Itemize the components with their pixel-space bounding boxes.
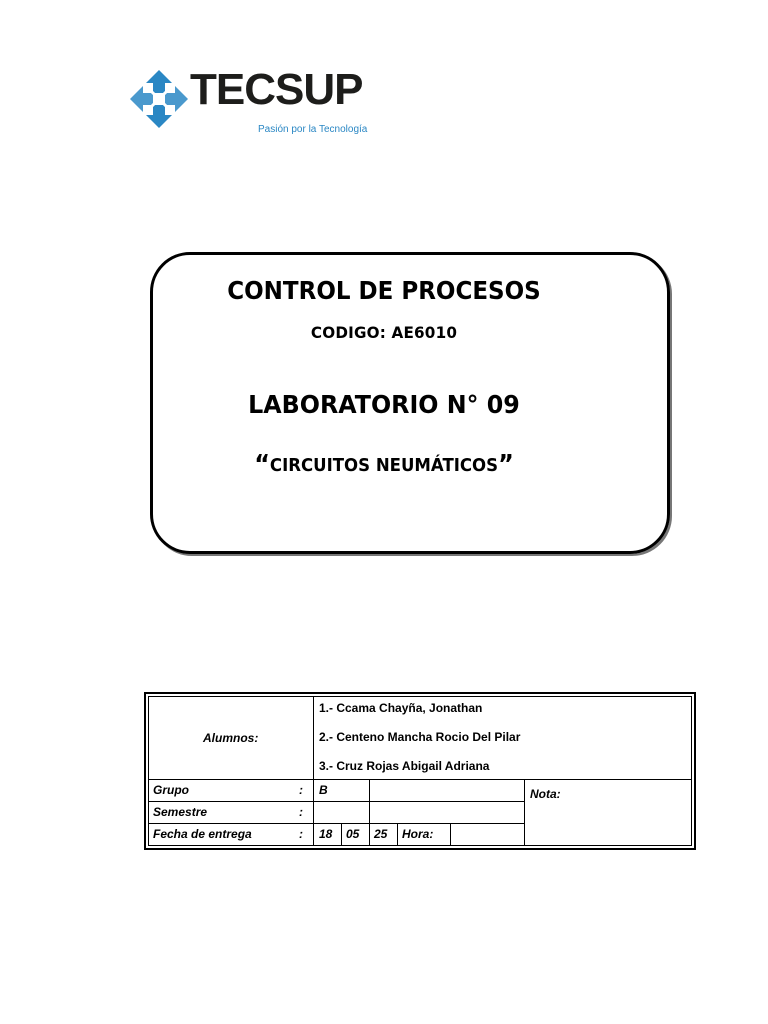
students-label: Alumnos: [203, 731, 259, 745]
semester-label: Semestre [153, 805, 208, 819]
logo-tagline-part-a: Pasión por la [258, 124, 317, 135]
course-title: CONTROL DE PROCESOS [227, 276, 541, 305]
student-3: 3.- Cruz Rojas Abigail Adriana [319, 759, 490, 773]
date-month: 05 [346, 827, 360, 841]
logo-tagline-part-b: Tecnología [318, 124, 368, 135]
row-divider [149, 823, 524, 824]
row-divider [149, 779, 691, 780]
lab-number: LABORATORIO N° 09 [248, 390, 520, 419]
col-divider [524, 779, 525, 845]
group-label: Grupo [153, 783, 189, 797]
group-colon: : [299, 783, 303, 797]
col-divider [341, 823, 342, 845]
logo-wordmark: TECSUP [190, 65, 363, 114]
close-quote: ” [498, 450, 514, 480]
course-code: CODIGO: AE6010 [310, 323, 458, 342]
time-label: Hora: [402, 827, 434, 841]
col-divider [397, 823, 398, 845]
date-day: 18 [319, 827, 333, 841]
col-divider [313, 697, 314, 845]
student-info-table [144, 692, 696, 850]
date-year: 25 [374, 827, 388, 841]
open-quote: “ [254, 450, 270, 480]
grade-label: Nota: [530, 787, 561, 801]
lab-topic [31, 450, 738, 480]
semester-colon: : [299, 805, 303, 819]
group-value: B [319, 783, 328, 797]
tecsup-arrows-logo-icon [128, 68, 190, 130]
student-1: 1.- Ccama Chayña, Jonathan [319, 701, 483, 715]
student-2: 2.- Centeno Mancha Rocio Del Pilar [319, 730, 521, 744]
date-colon: : [299, 827, 303, 841]
date-label: Fecha de entrega [153, 827, 252, 841]
logo-tagline [258, 124, 367, 135]
tecsup-logo [128, 66, 378, 138]
col-divider [369, 779, 370, 845]
row-divider [149, 801, 524, 802]
lab-topic-text: CIRCUITOS NEUMÁTICOS [269, 455, 499, 476]
table-inner-border [148, 696, 692, 846]
col-divider [450, 823, 451, 845]
